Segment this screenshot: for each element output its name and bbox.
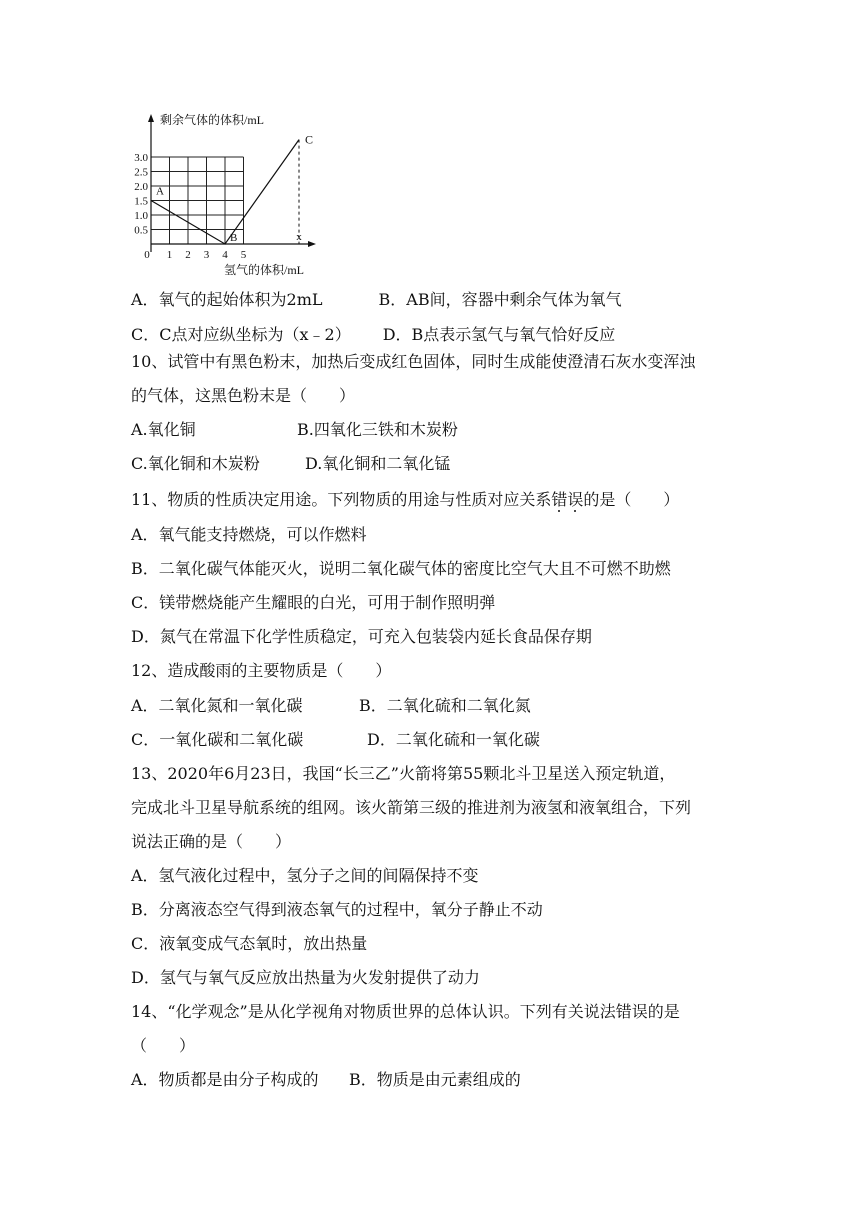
q12-option-c: C．一氧化碳和二氧化碳	[131, 730, 304, 749]
q10-option-row-2	[131, 454, 450, 474]
point-c-label: C	[305, 132, 314, 147]
x-tick-label: 0	[144, 249, 150, 261]
q12-option-row-2	[131, 730, 540, 750]
q13-option-c: C．液氧变成气态氧时，放出热量	[131, 934, 368, 953]
x-tick-label: 1	[166, 249, 173, 261]
q12-option-d: D．二氧化硫和一氧化碳	[367, 730, 540, 749]
chart-grid	[151, 157, 244, 244]
q11-stem-end: 的是（ ）	[583, 490, 680, 509]
q12-option-a: A．二氧化氮和一氧化碳	[131, 696, 303, 715]
q12-option-row-1	[131, 696, 531, 716]
x-tick-label: 5	[240, 249, 247, 261]
y-tick-label: 3.0	[134, 152, 148, 164]
q14-option-row-1	[131, 1070, 521, 1090]
y-axis-arrow	[148, 114, 154, 122]
x-axis-label: 氢气的体积/mL	[224, 263, 304, 277]
y-tick-label: 1.5	[134, 195, 148, 208]
x-axis-arrow	[308, 241, 316, 247]
q11-emphasis-char-2: 误	[567, 490, 584, 509]
y-tick-label: 0.5	[134, 224, 148, 237]
q14-option-b: B．物质是由元素组成的	[349, 1070, 521, 1089]
q13-option-a: A．氢气液化过程中，氢分子之间的间隔保持不变	[131, 866, 479, 885]
q9-option-row-2	[131, 325, 615, 345]
q13-stem-line-3: 说法正确的是（ ）	[131, 832, 292, 851]
y-tick-label: 1.0	[134, 210, 148, 222]
q9-option-d: D．B点表示氢气与氧气恰好反应	[382, 325, 616, 344]
q12-option-b: B．二氧化硫和二氧化氮	[359, 696, 531, 715]
x-value-label: x	[296, 231, 302, 243]
q10-option-row-1	[131, 420, 458, 440]
x-tick-labels	[144, 249, 247, 261]
x-tick-label: 4	[222, 249, 228, 261]
q13-option-d: D．氢气与氧气反应放出热量为火发射提供了动力	[131, 968, 480, 987]
q11-emphasis-char-1: 错	[551, 490, 568, 509]
q12-stem: 12、造成酸雨的主要物质是（ ）	[131, 661, 392, 680]
q11-stem	[131, 490, 679, 510]
q11-option-d: D．氮气在常温下化学性质稳定，可充入包装袋内延长食品保存期	[131, 627, 592, 646]
q11-option-b: B．二氧化碳气体能灭火，说明二氧化碳气体的密度比空气大且不可燃不助燃	[131, 559, 671, 578]
q10-option-c: C.氧化铜和木炭粉	[131, 454, 260, 473]
point-a-label: A	[156, 185, 164, 198]
q13-stem-line-1: 13、2020年6月23日，我国“长三乙”火箭将第55颗北斗卫星送入预定轨道，	[131, 764, 676, 783]
q10-stem-line-1: 10、试管中有黑色粉末，加热后变成红色固体，同时生成能使澄清石灰水变浑浊	[131, 352, 696, 371]
gas-volume-chart	[128, 108, 328, 280]
x-tick-label: 3	[203, 249, 210, 261]
q9-option-row-1	[131, 290, 622, 310]
q10-option-a: A.氧化铜	[131, 420, 196, 439]
q13-option-b: B．分离液态空气得到液态氧气的过程中，氧分子静止不动	[131, 900, 543, 919]
y-tick-labels	[134, 152, 148, 237]
data-series	[151, 133, 313, 244]
q14-option-a: A．物质都是由分子构成的	[131, 1070, 319, 1089]
q10-option-b: B.四氧化三铁和木炭粉	[297, 420, 458, 439]
q14-stem-line-2: （ ）	[131, 1036, 196, 1055]
q9-option-c: C．C点对应纵坐标为（x﹣2）	[131, 325, 351, 344]
q14-stem-line-1: 14、“化学观念”是从化学视角对物质世界的总体认识。下列有关说法错误的是	[131, 1002, 680, 1021]
point-b-label: B	[230, 232, 238, 244]
q11-option-c: C．镁带燃烧能产生耀眼的白光，可用于制作照明弹	[131, 593, 496, 612]
y-tick-label: 2.5	[134, 166, 148, 179]
q13-stem-line-2: 完成北斗卫星导航系统的组网。该火箭第三级的推进剂为液氢和液氧组合，下列	[131, 798, 692, 817]
y-axis-label: 剩余气体的体积/mL	[160, 113, 264, 127]
y-tick-label: 2.0	[134, 181, 148, 193]
q10-option-d: D.氧化铜和二氧化锰	[305, 454, 451, 473]
x-tick-label: 2	[185, 249, 191, 261]
q11-option-a: A．氧气能支持燃烧，可以作燃料	[131, 525, 367, 544]
q9-option-b: B．AB间，容器中剩余气体为氧气	[378, 290, 622, 309]
q11-stem-text: 11、物质的性质决定用途。下列物质的用途与性质对应关系	[131, 490, 552, 509]
q9-option-a: A．氧气的起始体积为2mL	[131, 290, 323, 309]
q10-stem-line-2: 的气体，这黑色粉末是（ ）	[131, 386, 356, 405]
